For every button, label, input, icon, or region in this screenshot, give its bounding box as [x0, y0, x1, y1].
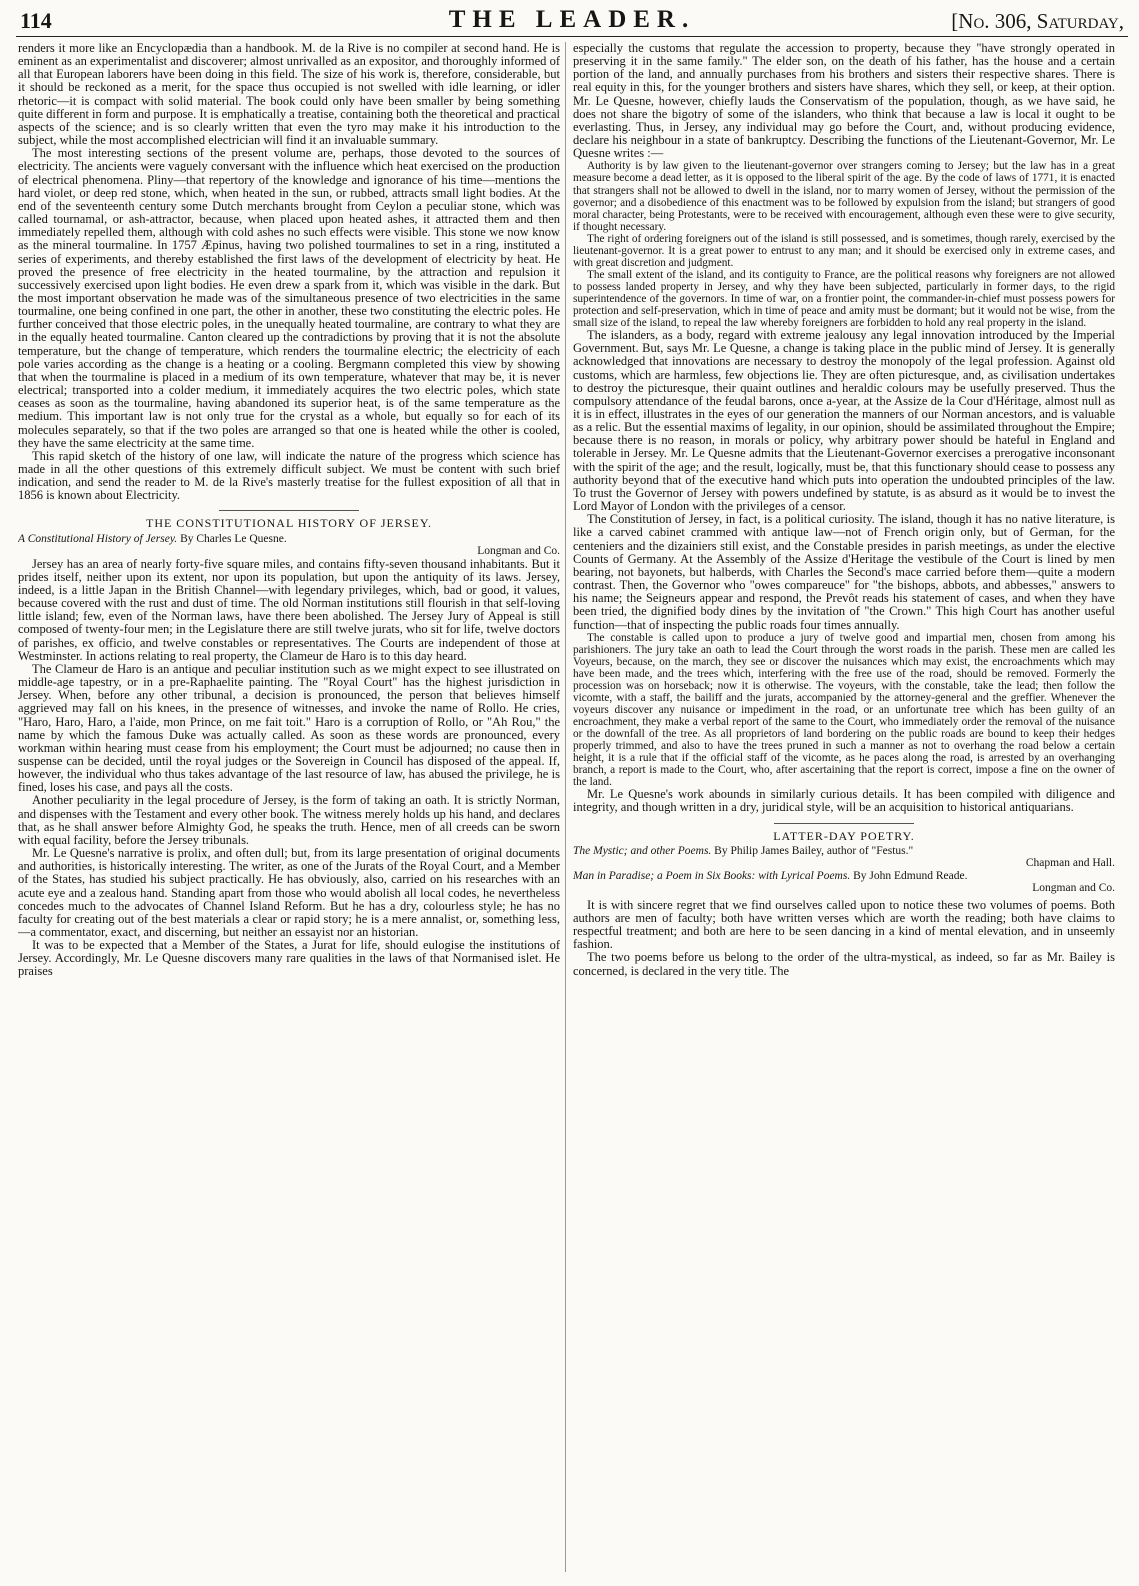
paragraph: This rapid sketch of the history of one law, will indicate the nature of the progress which science has made in all the other questions of this extremely difficult subject. We must be content with such brief indication, and send the reader to M. de la Rive's masterly treatise for the fullest exposition of all that in 1856 is known about Electricity. [18, 448, 560, 503]
paragraph: Mr. Le Quesne's work abounds in similarly curious details. It has been compiled with diligence and integrity, and though written in a dry, juridical style, will be an acquisition to historical antiquarians. [573, 787, 1115, 815]
book-citation [573, 845, 1115, 870]
book-citation [18, 533, 560, 558]
page-header [16, 6, 1128, 37]
book-author: By Charles Le Quesne. [180, 532, 287, 545]
book-citation [573, 870, 1115, 895]
paragraph: Jersey has an area of nearly forty-five square miles, and contains fifty-seven thousand inhabitants. But it prides itself, neither upon its extent, nor upon its population, but upon the antiquity of its laws. Jersey, indeed, is a little Japan in the British Channel—with legendary privileges, which, bad or good, it values, because covered with the rust and dust of time. The old Norman institutions still flourish in that self-loving little island; few, even of the Norman laws, have there been abolished. The Jersey Jury of Appeal is still composed of twenty-four men; in the Legislature there are still twelve jurats, who sit for life, twelve doctors of parishes, ex officio, and twelve constables or representatives. The Courts are independent of those at Westminster. In actions relating to real property, the Clameur de Haro is to this day heard. [18, 556, 560, 663]
paragraph: It is with sincere regret that we find ourselves called upon to notice these two volumes of poems. Both authors are men of faculty; both have written verses which are worth the reading; both have claims to respectful treatment; and both are here to be seen dancing in a kind of mental elevation, and in unseemly fashion. [573, 897, 1115, 952]
book-author: By John Edmund Reade. [853, 869, 968, 882]
column-rule [565, 42, 566, 1572]
book-publisher: Longman and Co. [477, 545, 560, 558]
masthead: THE LEADER. [448, 6, 696, 33]
divider [219, 510, 359, 511]
book-title: Man in Paradise; a Poem in Six Books: with Lyrical Poems. [573, 869, 851, 882]
quoted-paragraph: The constable is called upon to produce a jury of twelve good and impartial men, chosen from among his parishioners. The jury take an oath to lead the Court through the worst roads in the parish. These men are called les Voyeurs, because, on the march, they see or discover the nuisances which may exist, the encroachments which may have been made, and the trees which, interfering with the free use of the road, should be removed. Formerly the procession was on horseback; now it is otherwise. The voyeurs, with the constable, take the lead; then follow the vicomte, with a staff, the bailiff and the jurats, accompanied by the attorney-general and the greffier. Whenever the voyeurs discover any nuisance or impediment in the road, or an unfortunate tree which has been guilty of an encroachment, they make a verbal report of the same to the Court, who immediately order the removal of the nuisance or the downfall of the tree. As all proprietors of land bordering on the public roads are bound to keep their hedges properly trimmed, and also to have the trees pruned in such a manner as not to overhang the road below a certain height, it is a rule that if the official staff of the vicomte, as he paces along the road, is arrested by an overhanging branch, a report is made to the Court, who, after ascertaining that the report is correct, impose a fine on the owner of the land. [573, 631, 1115, 789]
quoted-paragraph: The small extent of the island, and its contiguity to France, are the political reasons why foreigners are not allowed to possess landed property in Jersey, and why they have been subjected, particularly in former days, to the rigid superintendence of the governors. In time of war, on a frontier point, the commander-in-chief must possess powers for protection and self-preservation, which in time of peace and amity must be dormant; but it would not be wise, from the small size of the island, to repeal the law whereby foreigners are forbidden to hold any real property in the island. [573, 268, 1115, 330]
book-author: By Philip James Bailey, author of "Festus." [714, 844, 914, 857]
book-publisher: Longman and Co. [1032, 882, 1115, 895]
section-title: LATTER-DAY POETRY. [773, 828, 915, 843]
paragraph: The two poems before us belong to the order of the ultra-mystical, as indeed, so far as Mr. Bailey is concerned, is declared in the very title. The [573, 950, 1115, 978]
book-title: A Constitutional History of Jersey. [18, 532, 178, 545]
paragraph: renders it more like an Encyclopædia than a handbook. M. de la Rive is no compiler at second hand. He is eminent as an experimentalist and discoverer; almost unrivalled as an expositor, and thoroughly informed of all that European laborers have been doing in this field. The size of his work is, therefore, considerable, but it should be reckoned as a merit, for the space thus occupied is not swelled with idle learning, or idler rhetoric—it is compact with solid material. The book could only have been smaller by being something quite different in form and purpose. It is emphatically a treatise, containing both the theoretical and practical aspects of the science; and is so clearly written that even the tyro may make it his introduction to the subject, while the most accomplished electrician will find it an invaluable summary. [18, 42, 560, 148]
paragraph: The Constitution of Jersey, in fact, is a political curiosity. The island, though it has no native literature, is like a carved cabinet crammed with antique law—not of French origin only, but of German, for the centeniers and the dizainiers still exist, and the Constable presides in parish meetings, as under the elective Counts of Germany. At the Assembly of the Assize d'Heritage the vestibule of the Court is lined by men bearing, not bayonets, but halberds, with Charles the Second's mace carried before them—quite a modern contrast. Then, the Governor who "owes compareuce" for "the bishops, abbots, and abbesses," answers to his name; the Seigneurs appear and respond, the Prevôt reads his statement of cases, and when they have been tried, the dignified body dines by the invitation of "the Crown." This high Court has another useful function—that of inspecting the public roads four times annually. [573, 512, 1115, 632]
page-number: 114 [20, 8, 52, 33]
book-title: The Mystic; and other Poems. [573, 844, 712, 857]
paragraph: The most interesting sections of the present volume are, perhaps, those devoted to the sources of electricity. The ancients were vaguely conversant with the influence which heat exercised on the production of electrical phenomena. Pliny—that repertory of the knowledge and ignorance of his time—mentions the hard violet, or deep red stone, which, when heated in the sun, or rubbed, attracts small light bodies. At the end of the seventeenth century some Dutch merchants brought from Ceylon a peculiar stone, which was called tournamal, or ash-attractor, because, when placed upon heated ashes, it attracted them and then immediately repelled them, although with cold ashes no such effects were visible. This stone we now know as the mineral tourmaline. In 1757 Æpinus, having two polished tourmalines to set in a ring, instituted a series of experiments, and thereby established the first laws of the development of electricity by heat. He proved the presence of free electricity in the heated tourmaline, by the attraction and repulsion it successively exercised upon light bodies. He even drew a spark from it, which was visible in the dark. But the most important observation he made was of the simultaneous presence of two electricities in the same tourmaline, one being confined in one part, the other in another, these two constituting the electric poles. He further conceived that those electric poles, in the unequally heated tourmaline, are contrary to what they are in the equally heated tourmaline. Canton cleared up the contradictions by proving that it is not the absolute temperature, but the change of temperature, which renders the tourmaline electric; the electricity of each pole varies according as the change is a heating or a cooling. Bergmann completed this view by showing that when the tourmaline is placed in a medium of its own temperature, whatever that may be, it is never electrical; transported into a colder medium, it immediately acquires the two electric poles, which state ceases as soon as the tourmaline, having abandoned its superior heat, is of the same temperature as the medium. This important law is not only true for the crystal as a whole, but equally so for each of its molecules separately, so that if the two poles are arranged so that one is heated while the other is cooled, they have the same electricity at the same time. [18, 146, 560, 450]
paragraph: Mr. Le Quesne's narrative is prolix, and often dull; but, from its large presentation of original documents and authorities, is historically interesting. The writer, as one of the Jurats of the Royal Court, and a Member of the States, has studied his subject practically. He has obviously, also, carried on his researches with an acute eye and a zealous hand. Standing apart from those who would abolish all local codes, he nevertheless concedes much to the advocates of Channel Island Reform. But he has a dry, colourless style; he has no faculty for creating out of the best materials a clear or rapid story; he is a mere annalist, or, something less,—a commentator, exact, and discerning, but neither an essayist nor an historian. [18, 846, 560, 939]
paragraph: The islanders, as a body, regard with extreme jealousy any legal innovation introduced by the Imperial Government. But, says Mr. Le Quesne, a change is taking place in the public mind of Jersey. It is generally acknowledged that innovations are necessary to destroy the monopoly of the legal profession. Against old customs, which are harmless, few objections lie. They are often picturesque, and, as civilisation undertakes to destroy the picturesque, their quaint outlines and heraldic colours may be usefully preserved. Thus the compulsory attendance of the feudal barons, once a-year, at the Assize de la Cour d'Héritage, almost null as it is in effect, illustrates in the eyes of our generation the manners of our Norman ancestors, and is valuable as a relic. But the essential maxims of legality, in our opinion, should be assimilated throughout the Empire; because there is no reason, in morals or policy, why arbitrary power should be hateful in England and tolerable in Jersey. Mr. Le Quesne admits that the Lieutenant-Governor exercises a prerogative inconsonant with the spirit of the age; and the result, logically, must be, that this functionary should cease to possess any authority beyond that of the executive hand which puts into operation the undoubted principles of the law. To trust the Governor of Jersey with powers undefined by statute, is as absurd as it would be to invest the Lord Mayor of London with the privileges of a censor. [573, 328, 1115, 514]
book-publisher: Chapman and Hall. [1025, 857, 1115, 870]
quoted-paragraph: Authority is by law given to the lieutenant-governor over strangers coming to Jersey; but the law has in a great measure become a dead letter, as it is opposed to the liberal spirit of the age. By the code of laws of 1771, it is enacted that strangers shall not be allowed to dwell in the island, nor to marry women of Jersey, without the permission of the governor; and a disobedience of this enactment was to be followed by expulsion from the island; but strangers of good moral character, being Protestants, were to be received with encouragement, although even these were to give security, if thought necessary. [573, 160, 1115, 233]
right-column [573, 42, 1115, 1574]
paragraph: The Clameur de Haro is an antique and peculiar institution such as we might expect to see illustrated on middle-age tapestry, or in a pre-Raphaelite painting. The "Royal Court" has the highest jurisdiction in Jersey. When, before any other tribunal, a decision is pronounced, the person that believes himself aggrieved may fall on his knees, in the presence of witnesses, and invoke the name of Rollo. He cries, "Haro, Haro, Haro, a l'aide, mon Prince, on me fait toit." Haro is a corruption of Rollo, or "Ah Rou," the name by which the famous Duke was actually called. As soon as these words are pronounced, every workman within hearing must cease from his employment; the Court must be adjourned; no cause then in suspense can be decided, until the royal judges or the Sovereign in Council has disposed of the appeal. If, however, the individual who thus takes advantage of the last resource of law, has abused the privilege, he is fined, loses his case, and pays all the costs. [18, 661, 560, 795]
paragraph: especially the customs that regulate the accession to property, because they "have strongly operated in preserving it in the same family." The elder son, on the death of his father, has the house and a certain portion of the land, and annually purchases from his brothers and sisters their respective shares. There is real equity in this, for the younger brothers and sisters have shares, which they sell, or keep, at their option. Mr. Le Quesne, however, chiefly lauds the Conservatism of the population, though, as we have said, he does not share the bigotry of some of the islanders, who think that because a law is local it ought to be everlasting. Thus, in Jersey, any individual may go before the Court, and, without producing evidence, declare his neighbour in a state of bankruptcy. Describing the functions of the Lieutenant-Governor, Mr. Le Quesne writes :— [573, 42, 1115, 161]
paragraph: It was to be expected that a Member of the States, a Jurat for life, should eulogise the institutions of Jersey. Accordingly, Mr. Le Quesne discovers many rare qualities in the laws of that Normanised islet. He praises [18, 938, 560, 979]
paragraph: Another peculiarity in the legal procedure of Jersey, is the form of taking an oath. It is strictly Norman, and dispenses with the Testament and every other book. The witness merely holds up his hand, and declares that, as he shall answer before Almighty God, he speaks the truth. Hence, men of all creeds can be sworn with equal facility, before the Jersey tribunals. [18, 793, 560, 847]
issue-label: [No. 306, Saturday, [951, 9, 1124, 33]
left-column [18, 42, 560, 1574]
quoted-paragraph: The right of ordering foreigners out of the island is still possessed, and is sometimes, though rarely, exercised by the lieutenant-governor. It is a great power to entrust to any man; and it should be exercised only in extreme cases, and with great discretion and judgment. [573, 232, 1115, 269]
section-title: THE CONSTITUTIONAL HISTORY OF JERSEY. [145, 516, 432, 531]
divider [774, 823, 914, 824]
